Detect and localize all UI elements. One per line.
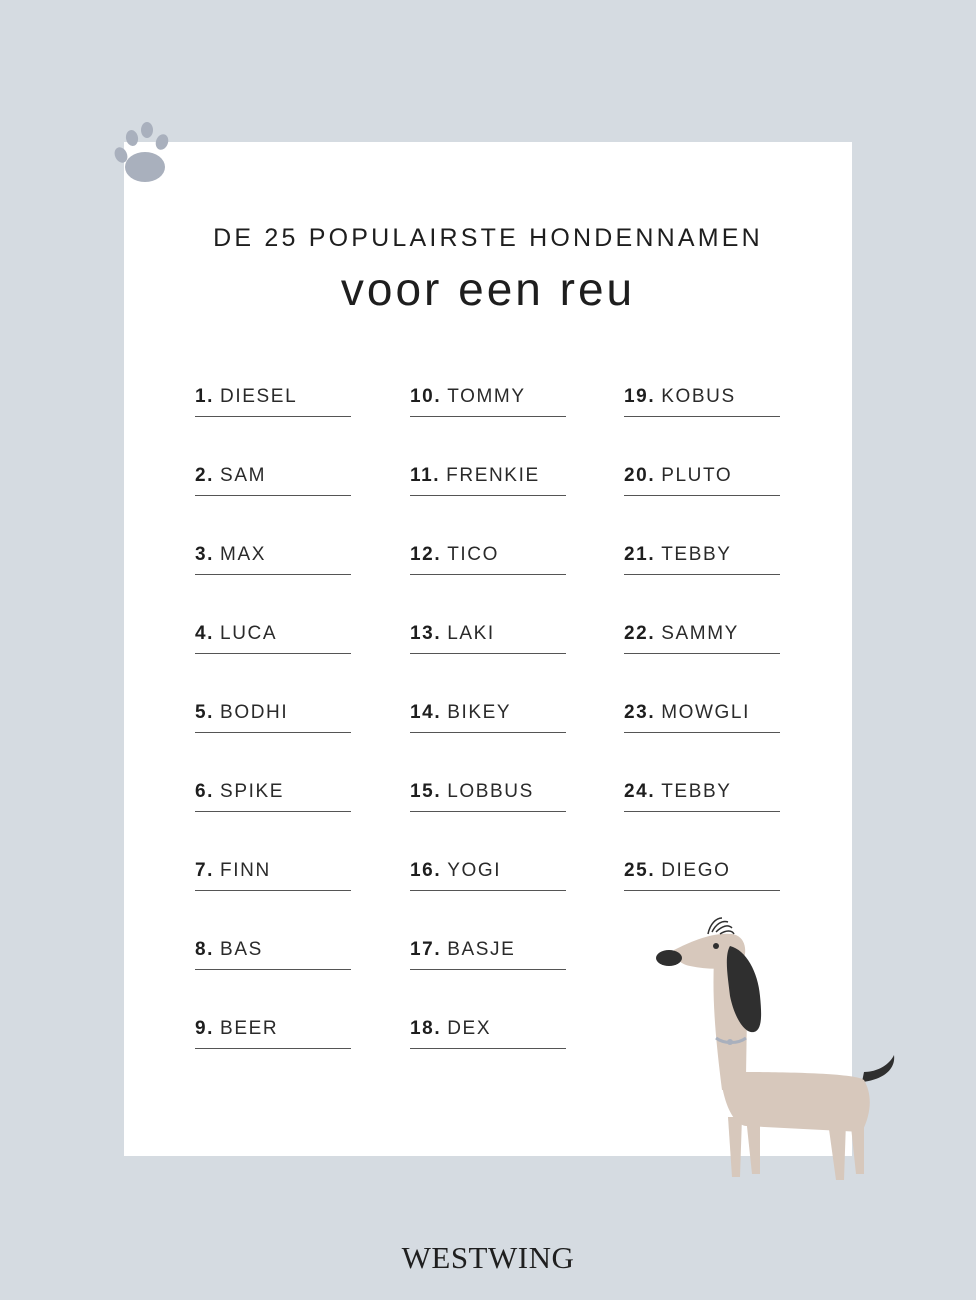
list-item [410,459,566,496]
item-number: 14. [410,702,442,723]
item-name: BEER [220,1018,279,1039]
list-item [410,854,566,891]
list-item [624,775,780,812]
item-name: BODHI [220,702,289,723]
item-number: 20. [624,465,656,486]
page-title: DE 25 POPULAIRSTE HONDENNAMEN [213,224,763,252]
list-item [624,696,780,733]
item-name: YOGI [447,860,502,881]
item-number: 21. [624,544,656,565]
item-name: FRENKIE [446,465,540,486]
item-name: SAM [220,465,267,486]
list-item [624,854,780,891]
list-item [410,617,566,654]
list-item [195,696,351,733]
list-item [410,1012,566,1049]
list-item [410,380,566,417]
item-number: 9. [195,1018,215,1039]
list-item [624,538,780,575]
item-number: 8. [195,939,215,960]
item-name: MOWGLI [661,702,750,723]
item-name: BAS [220,939,263,960]
item-name: LAKI [447,623,495,644]
list-item [410,696,566,733]
item-name: LUCA [220,623,278,644]
item-number: 11. [410,465,441,486]
item-number: 15. [410,781,442,802]
item-number: 16. [410,860,442,881]
item-name: FINN [220,860,271,881]
item-name: KOBUS [661,386,736,407]
list-item [195,617,351,654]
item-number: 13. [410,623,442,644]
item-name: SAMMY [661,623,739,644]
item-number: 6. [195,781,215,802]
item-name: BASJE [447,939,516,960]
list-item [195,380,351,417]
name-column-3 [624,380,780,933]
item-name: SPIKE [220,781,285,802]
item-number: 22. [624,623,656,644]
item-number: 4. [195,623,215,644]
item-number: 24. [624,781,656,802]
item-number: 10. [410,386,442,407]
item-name: DEX [447,1018,492,1039]
item-name: DIEGO [661,860,731,881]
list-item [195,933,351,970]
list-item [195,775,351,812]
item-number: 3. [195,544,215,565]
item-number: 23. [624,702,656,723]
item-number: 5. [195,702,215,723]
item-name: PLUTO [661,465,733,486]
list-item [624,380,780,417]
page-subtitle: voor een reu [340,263,636,315]
item-name: TICO [447,544,500,565]
item-number: 19. [624,386,656,407]
name-column-1 [195,380,351,1091]
item-number: 18. [410,1018,442,1039]
item-name: DIESEL [220,386,298,407]
list-item [195,854,351,891]
item-number: 17. [410,939,442,960]
list-item [624,459,780,496]
list-item [195,1012,351,1049]
item-name: MAX [220,544,267,565]
item-name: LOBBUS [447,781,534,802]
dog-illustration [650,912,900,1187]
list-item [195,459,351,496]
list-item [410,933,566,970]
list-item [624,617,780,654]
name-column-2 [410,380,566,1091]
item-name: TEBBY [661,544,732,565]
item-number: 25. [624,860,656,881]
item-number: 2. [195,465,215,486]
item-name: BIKEY [447,702,512,723]
list-item [410,775,566,812]
brand-logo: WESTWING [401,1240,575,1275]
list-item [195,538,351,575]
item-number: 7. [195,860,215,881]
item-number: 12. [410,544,442,565]
paw-icon [112,118,174,184]
item-name: TOMMY [447,386,526,407]
item-name: TEBBY [661,781,732,802]
list-item [410,538,566,575]
item-number: 1. [195,386,215,407]
